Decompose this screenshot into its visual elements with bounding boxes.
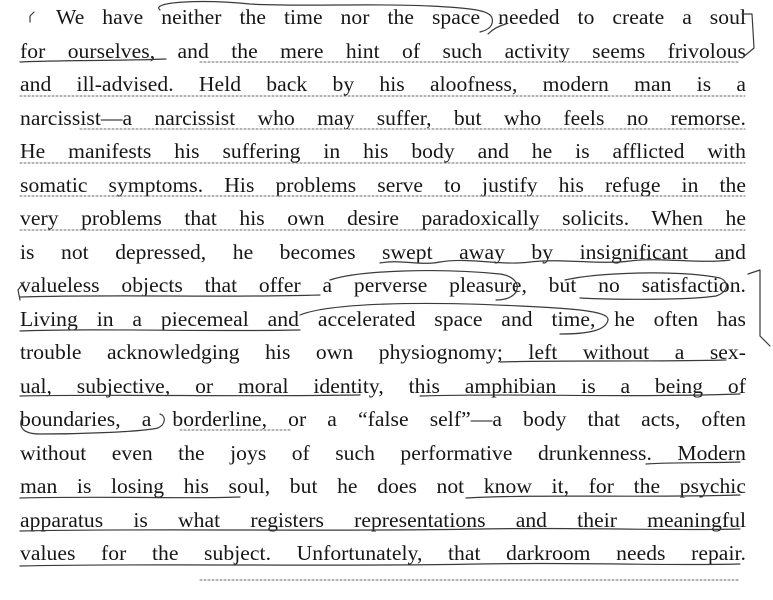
text-line-5: He manifests his suffering in his body and he is afflicted with bbox=[20, 139, 746, 163]
text-line-13: boundaries, a borderline, or a “false self”—a body that acts, often bbox=[20, 407, 746, 431]
text-line-11: trouble acknowledging his own physiognomy; left without a sex- bbox=[20, 340, 746, 364]
text-line-15: man is losing his soul, but he does not know it, for the psychic bbox=[20, 474, 746, 498]
text-line-6: somatic symptoms. His problems serve to justify his refuge in the bbox=[20, 173, 746, 197]
bracket-mark-right-middle bbox=[748, 270, 770, 346]
text-line-16: apparatus is what registers representations and their meaningful bbox=[20, 508, 746, 532]
text-line-7: very problems that his own desire paradoxically solicits. When he bbox=[20, 206, 746, 230]
text-line-10: Living in a piecemeal and accelerated space and time, he often has bbox=[20, 307, 746, 331]
text-line-17: values for the subject. Unfortunately, that darkroom needs repair. bbox=[20, 541, 746, 565]
text-line-4: narcissist—a narcissist who may suffer, but who feels no remorse. bbox=[20, 106, 746, 130]
text-line-8: is not depressed, he becomes swept away by insignificant and bbox=[20, 240, 746, 264]
text-line-14: without even the joys of such performative drunkenness. Modern bbox=[20, 441, 746, 465]
text-line-3: and ill-advised. Held back by his aloofness, modern man is a bbox=[20, 72, 746, 96]
bracket-mark-top-left bbox=[30, 12, 34, 22]
text-line-12: ual, subjective, or moral identity, this amphibian is a being of bbox=[20, 374, 746, 398]
text-line-1: We have neither the time nor the space needed to create a soul bbox=[56, 5, 746, 29]
text-line-9: valueless objects that offer a perverse pleasure, but no satisfaction. bbox=[20, 273, 746, 297]
text-line-2: for ourselves, and the mere hint of such activity seems frivolous bbox=[20, 39, 746, 63]
